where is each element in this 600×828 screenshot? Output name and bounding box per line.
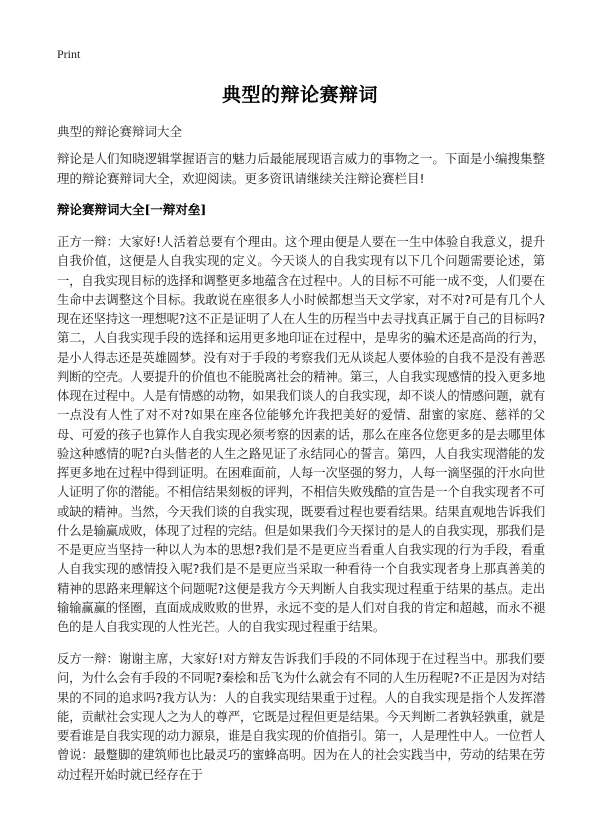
intro-paragraph: 辩论是人们知晓逻辑掌握语言的魅力后最能展现语言威力的事物之一。下面是小编搜集整理的辩论赛辩词大全，欢迎阅读。更多资讯请继续关注辩论赛栏目! (57, 151, 545, 186)
body-paragraph-affirmative: 正方一辩：大家好!人活着总要有个理由。这个理由便是人要在一生中体验自我意义，提升自我价值，这便是人自我实现的定义。今天谈人的自我实现有以下几个问题需要论述，第一，自我实现目标的选择和调整更多地蕴含在过程中。人的目标不可能一成不变，人们要在生命中去调整这个目标。我敢说在座很多人小时候都想当天文学家，对不对?可是有几个人现在还坚持这一理想呢?这不正是证明了人在人生的历程当中去寻找真正属于自己的目标吗?第二，人自我实现手段的选择和运用更多地印证在过程中，是卑劣的骗术还是高尚的行为，是小人得志还是英雄圆梦。没有对于手段的考察我们无从谈起人要体验的自我不是没有善恶判断的空壳。人要提升的价值也不能脱离社会的精神。第三，人自我实现感情的投入更多地体现在过程中。人是有情感的动物，如果我们谈人的自我实现，却不谈人的情感问题，就有一点没有人性了对不对?如果在座各位能够允许我把美好的爱情、甜蜜的家庭、慈祥的父母、可爱的孩子也算作人自我实现必须考察的因素的话，那么在座各位您更多的是去哪里体验这种感情的呢?白头偕老的人生之路见证了永结同心的誓言。第四，人自我实现潜能的发挥更多地在过程中得到证明。在困难面前，人每一次坚强的努力，人每一滴坚强的汗水向世人证明了你的潜能。不相信结果刻板的评判，不相信失败残酷的宣告是一个自我实现者不可或缺的精神。当然，今天我们谈的自我实现，既要看过程也要看结果。结果直观地告诉我们什么是输赢成败，体现了过程的完结。但是如果我们今天探讨的是人的自我实现，那我们是不是更应当坚持一种以人为本的思想?我们是不是更应当看重人自我实现的行为手段，看重人自我实现的感情投入呢?我们是不是更应当采取一种看待一个自我实现者身上那真善美的精神的思路来理解这个问题呢?这便是我方今天判断人自我实现过程重于结果的基点。走出输输赢赢的怪圈，直面成成败败的世界，永远不变的是人们对自我的肯定和超越，而永不褪色的是人自我实现的人性光芒。人的自我实现过程重于结果。 (57, 235, 545, 634)
body-paragraph-negative: 反方一辩：谢谢主席，大家好!对方辩友告诉我们手段的不同体现于在过程当中。那我们要问，为什么会有手段的不同呢?秦桧和岳飞为什么就会有不同的人生历程呢?不正是因为对结果的不同的追求吗?我方认为：人的自我实现结果重于过程。人的自我实现是指个人发挥潜能，贡献社会实现人之为人的尊严，它既是过程但更是结果。今天判断二者孰轻孰重，就是要看谁是自我实现的动力源泉，谁是自我实现的价值指引。第一，人是理性中人。一位哲人曾说：最蹩脚的建筑师也比最灵巧的蜜蜂高明。因为在人的社会实践当中，劳动的结果在劳动过程开始时就已经存在于 (57, 652, 545, 782)
section-heading: 辩论赛辩词大全[一辩对垒] (57, 202, 207, 217)
subtitle: 典型的辩论赛辩词大全 (57, 124, 183, 139)
page-title: 典型的辩论赛辩词 (221, 84, 378, 106)
print-label[interactable]: Print (57, 47, 81, 61)
